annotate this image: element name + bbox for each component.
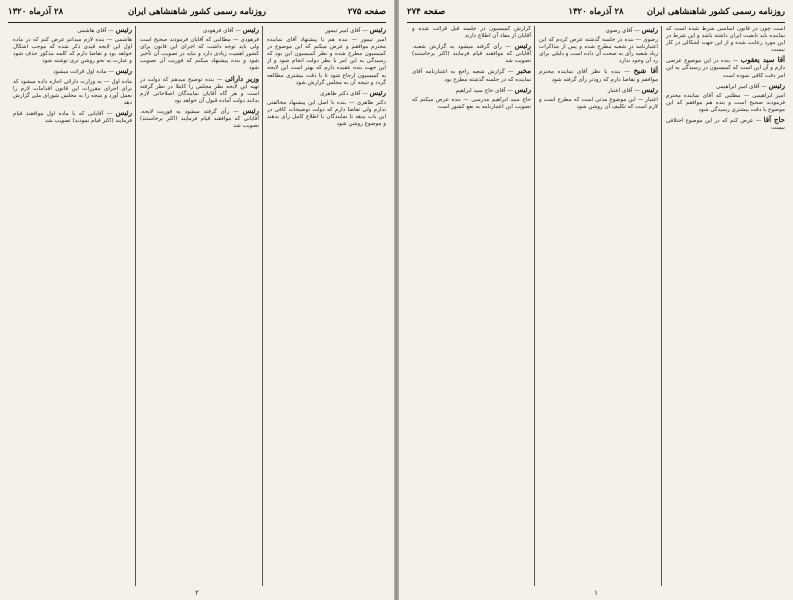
paragraph <box>412 26 531 40</box>
paragraph <box>13 109 132 125</box>
speaker-name: وزیر دارائی <box>224 73 259 83</box>
paragraph <box>140 26 259 35</box>
issue-date: ۲۸ آذرماه ۱۳۲۰ <box>8 7 64 17</box>
paragraph-text: امیر ابراهیمی — مطلبی که آقای نماینده محترم فرمودند صحیح است و بنده هم موافقم که این موضوع با دقت بیشتری رسیدگی شود <box>666 92 785 113</box>
text-columns <box>407 26 785 586</box>
paragraph <box>666 56 785 79</box>
paragraph-text: — بنده توضیح میدهم که دولت در تهیه این لایحه نظر مجلس را کاملا در نظر گرفته است و هر گاه آقایان نمایندگان اصلاحاتی لازم بدانند دولت آماده قبول آن خواهد بود <box>140 76 259 104</box>
paragraph-text: — رأی گرفته میشود به فوریت لایحه. آقایانی که موافقند قیام فرمایند (اکثر برخاستند) تصویب شد <box>140 108 259 130</box>
paragraph <box>412 67 531 83</box>
speaker-name: رئیس <box>768 80 785 90</box>
paragraph <box>140 107 259 130</box>
paragraph <box>13 79 132 107</box>
paragraph-text: هاشمی — بنده لازم میدانم عرض کنم که در ماده اول این لایحه قیدی ذکر شده که موجب اشکال خواهد بود و تقاضا دارم که کلمه مذکور حذف شود و عبارت به نحو روشن تری نوشته شود <box>13 37 132 65</box>
paragraph <box>666 26 785 54</box>
speaker-name: رئیس <box>115 26 132 34</box>
column-divider <box>135 26 136 586</box>
paragraph-text: — رأی گرفته میشود به گزارش شعبه. آقایانی که موافقند قیام فرمایند (اکثر برخاستند) تصویب شد <box>412 44 531 65</box>
text-column <box>267 26 386 586</box>
paragraph-text: — ماده اول قرائت میشود <box>53 69 116 76</box>
paragraph <box>539 67 658 83</box>
paragraph-text: گزارش کمیسیون در جلسه قبل قرائت شده و آقایان از مفاد آن اطلاع دارند <box>412 26 531 40</box>
paragraph-text: — گزارش شعبه راجع به اعتبارنامه آقای نماینده که در جلسه گذشته مطرح بود <box>412 69 531 83</box>
speaker-name: حاج آقا <box>763 115 785 125</box>
paragraph <box>267 37 386 87</box>
paragraph-text: اعتبار — این موضوع مدتی است که مطرح است و لازم است که تکلیف آن روشن شود <box>539 96 658 110</box>
speaker-name: رئیس <box>115 107 132 117</box>
paragraph <box>140 75 259 105</box>
paragraph-text: — عرض کنم که در این موضوع اختلافی نیست <box>666 118 785 132</box>
issue-date: ۲۸ آذرماه ۱۳۲۰ <box>568 7 624 17</box>
text-columns <box>8 26 386 586</box>
left-page <box>0 0 394 600</box>
column-divider <box>661 26 662 586</box>
paragraph <box>539 26 658 35</box>
paragraph-text: فرهودی — مطالبی که آقایان فرمودند صحیح است ولی باید توجه داشت که اجرای این قانون برای کشور اهمیت زیادی دارد و نباید در تصویب آن تأخیر شود و بنده پیشنهاد میکنم که فوریت آن تصویب شود <box>140 37 259 72</box>
speaker-name: رئیس <box>514 41 531 51</box>
speaker-name: آقا شیخ <box>633 66 658 76</box>
paragraph <box>267 89 386 98</box>
speaker-name: آقا سید یعقوب <box>740 55 785 65</box>
paragraph-text: — آقای حاج سید ابراهیم <box>455 87 515 94</box>
paragraph <box>267 26 386 35</box>
page-footer-number: ۲ <box>195 589 199 597</box>
page-header <box>407 4 785 23</box>
gazette-title: روزنامه رسمی کشور شاهنشاهی ایران <box>127 7 267 17</box>
speaker-name: رئیس <box>369 87 386 97</box>
gazette-title: روزنامه رسمی کشور شاهنشاهی ایران <box>646 7 785 17</box>
page-number: صفحه ۲۷۴ <box>407 7 446 17</box>
paragraph <box>267 100 386 128</box>
paragraph-text: — آقای اعتبار <box>607 87 642 94</box>
speaker-name: رئیس <box>242 105 259 115</box>
paragraph-text: — آقایانی که با ماده اول موافقند قیام فرمایند (اکثر قیام نمودند) تصویب شد <box>13 110 132 125</box>
page-footer-number: ۱ <box>594 589 598 597</box>
paragraph <box>412 97 531 111</box>
paragraph <box>13 37 132 65</box>
text-column <box>412 26 531 586</box>
paragraph-text: — آقای رضوی <box>605 28 642 34</box>
paragraph <box>539 86 658 95</box>
paragraph <box>412 42 531 65</box>
paragraph <box>666 93 785 114</box>
paragraph-text: — آقای امیر ابراهیمی <box>715 83 769 90</box>
paragraph-text: — آقای فرهودی <box>202 28 243 34</box>
right-page <box>399 0 793 600</box>
paragraph-text: دکتر طاهری — بنده با اصل این پیشنهاد مخالفتی ندارم ولی تقاضا دارم که دولت توضیحات کافی در این باب بدهد تا نمایندگان با اطلاع کامل رأی بدهند و موضوع روشن شود <box>267 99 386 128</box>
column-divider <box>262 26 263 586</box>
paragraph-text: — آقای هاشمی <box>77 28 116 34</box>
paragraph-text: امیر تیمور — بنده هم با پیشنهاد آقای نماینده محترم موافقم و عرض میکنم که این موضوع در کمیسیون مطرح شده و نظر کمیسیون این بود که رسیدگی به این امر با نظر دولت انجام شود و از این جهت بنده عقیده دارم که بهتر است این لایحه به کمیسیون ارجاع شود تا با دقت بیشتری مطالعه گردد و نتیجه آن به مجلس گزارش شود <box>267 37 386 86</box>
speaker-name: رئیس <box>115 66 132 76</box>
paragraph <box>412 86 531 95</box>
paragraph-text: — بنده در این موضوع عرضی دارم و آن این است که کمیسیون در رسیدگی به این امر دقت کافی نموده است <box>666 58 785 79</box>
text-column <box>666 26 785 586</box>
paragraph-text: است چون در قانون اساسی شرط شده است که نماینده باید تابعیت ایران داشته باشد و این شرط در این مورد رعایت شده و از این جهت اشکالی در کار نیست <box>666 26 785 54</box>
speaker-name: رئیس <box>242 26 259 34</box>
speaker-name: رئیس <box>514 84 531 94</box>
paragraph-text: — آقای امیر تیمور <box>325 28 370 34</box>
paragraph-text: حاج سید ابراهیم مدرسی — بنده عرض میکنم که تصویب این اعتبارنامه به نفع کشور است <box>412 96 531 110</box>
paragraph <box>13 26 132 35</box>
text-column <box>539 26 658 586</box>
text-column <box>13 26 132 586</box>
paragraph-text: رضوی — بنده در جلسه گذشته عرض کردم که این اعتبارنامه در شعبه مطرح شده و پس از مذاکرات زیاد شعبه رأی به صحت آن داده است و دلیلی برای رد آن وجود ندارد <box>539 37 658 65</box>
speaker-name: رئیس <box>369 26 386 34</box>
paragraph-text: — آقای دکتر طاهری <box>320 90 370 97</box>
column-divider <box>534 26 535 586</box>
paragraph <box>539 97 658 111</box>
paragraph <box>666 116 785 132</box>
paragraph <box>140 37 259 72</box>
paragraph <box>539 37 658 65</box>
speaker-name: رئیس <box>641 26 658 34</box>
paragraph <box>666 82 785 91</box>
text-column <box>140 26 259 586</box>
paragraph <box>13 67 132 76</box>
paragraph-text: — بنده با نظر آقای نماینده محترم موافقم و تقاضا دارم که زودتر رأی گرفته شود <box>539 69 658 83</box>
page-header <box>8 4 386 23</box>
page-number: صفحه ۲۷۵ <box>347 7 386 17</box>
speaker-name: رئیس <box>641 84 658 94</box>
speaker-name: مخبر <box>516 66 531 76</box>
paragraph-text: ماده اول — به وزارت دارائی اجازه داده میشود که برای اجرای مقررات این قانون اقدامات لازم را بعمل آورد و نتیجه را به مجلس شورای ملی گزارش دهد <box>13 78 132 106</box>
